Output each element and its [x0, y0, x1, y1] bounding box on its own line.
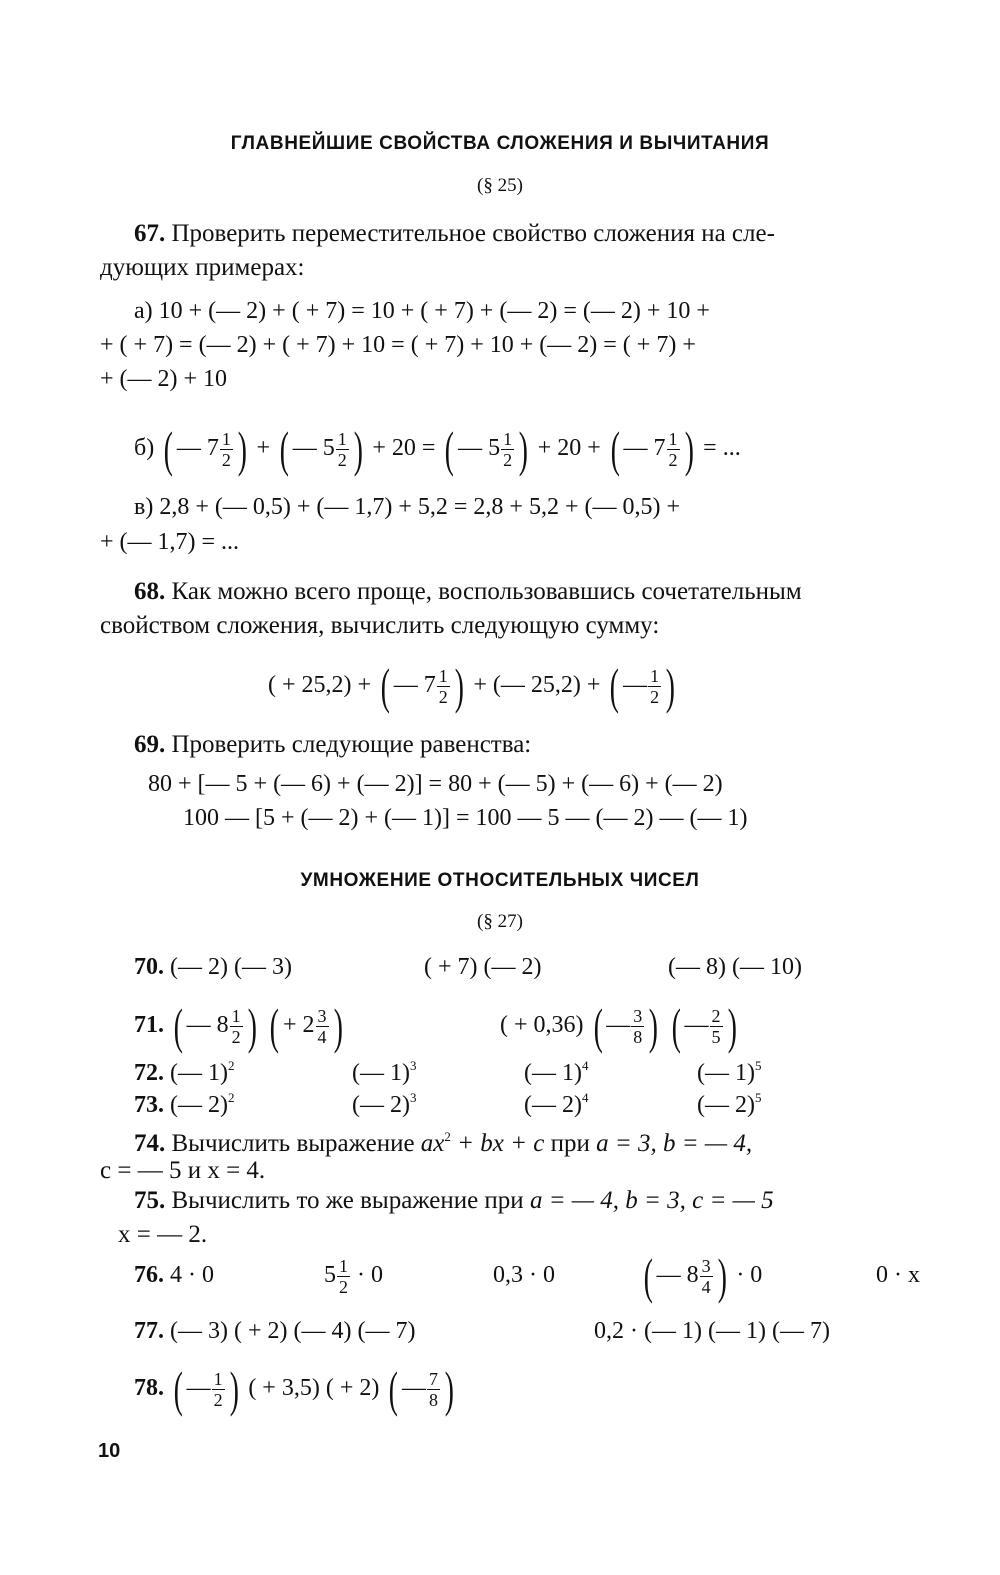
sign: —	[606, 1012, 631, 1038]
section-title-addition: ГЛАВНЕЙШИЕ СВОЙСТВА СЛОЖЕНИЯ И ВЫЧИТАНИЯ	[230, 133, 770, 154]
power-base: (— 1)	[170, 1060, 228, 1086]
problem-number: 74.	[134, 1130, 166, 1157]
problem-77b: 0,2 · (— 1) (— 1) (— 7)	[594, 1318, 830, 1344]
problem-67-line1	[134, 217, 775, 251]
item-label: б)	[134, 435, 155, 461]
sign: —	[684, 1012, 709, 1038]
problem-67b: б) ( — 7 $\frac{1}{2}$ ) + ( — 5 $\frac{1}{2}$ ) + 20 = ( — 5 $\frac{1}{2}$ ) + 20 + ( — 7 $\frac{1}{2}$ ) = ...	[134, 421, 741, 478]
condition: a = 3,	[596, 1130, 657, 1157]
fraction: $\frac{1}{2}$	[438, 665, 448, 707]
expr: ( + 0,36)	[500, 1012, 584, 1038]
problem-number: 70.	[134, 954, 164, 980]
problem-number: 77.	[134, 1318, 164, 1344]
fraction: $\frac{3}{4}$	[317, 1005, 327, 1047]
fraction: $\frac{2}{5}$	[711, 1005, 721, 1047]
operator: +	[256, 435, 271, 461]
problem-77	[134, 1318, 415, 1345]
expr: ( + 3,5) ( + 2)	[248, 1375, 380, 1401]
expr: 4 · 0	[170, 1262, 214, 1288]
sign: —	[623, 672, 648, 698]
term: + (— 25,2) +	[473, 672, 601, 698]
power-base: (— 1)	[352, 1060, 410, 1086]
problem-68-expression: ( + 25,2) + ( — 7 $\frac{1}{2}$ ) + (— 25,2) + ( — $\frac{1}{2}$ )	[268, 658, 676, 715]
mixed-int: — 7	[176, 435, 219, 461]
problem-69-eq1: 80 + [— 5 + (— 6) + (— 2)] = 80 + (— 5) + (— 6) + (— 2)	[148, 771, 723, 797]
section-ref-25: (§ 25)	[477, 175, 523, 196]
power-base: (— 2)	[352, 1092, 410, 1118]
problem-number: 69.	[134, 731, 166, 758]
exponent: 3	[409, 1090, 417, 1105]
problem-69-line1	[134, 728, 531, 762]
mixed-int: — 8	[186, 1012, 229, 1038]
problem-number: 76.	[134, 1262, 164, 1288]
problem-73	[134, 1090, 234, 1119]
mixed-int: — 7	[623, 435, 666, 461]
power-base: (— 2)	[170, 1092, 228, 1118]
mixed-int: 5	[324, 1262, 336, 1288]
fraction: $\frac{1}{2}$	[221, 428, 231, 470]
problem-72d	[697, 1058, 761, 1087]
problem-70	[134, 954, 292, 981]
problem-67a-line2: + ( + 7) = (— 2) + ( + 7) + 10 = ( + 7) + 10 + (— 2) = ( + 7) +	[100, 332, 696, 358]
mixed-int: — 8	[656, 1262, 699, 1288]
expr: (— 3) ( + 2) (— 4) (— 7)	[170, 1318, 416, 1344]
power-base: (— 1)	[524, 1060, 582, 1086]
problem-76c: 0,3 · 0	[493, 1262, 555, 1288]
problem-text: Вычислить выражение	[171, 1130, 415, 1157]
mixed-int: — 5	[292, 435, 335, 461]
exponent: 2	[444, 1129, 451, 1144]
problem-text: Как можно всего проще, воспользовавшись сочетательным	[171, 578, 802, 605]
problem-70c: (— 8) (— 10)	[668, 954, 802, 980]
condition: b = — 4,	[662, 1130, 753, 1157]
problem-text: Проверить следующие равенства:	[171, 731, 532, 758]
problem-67a-line1: а) 10 + (— 2) + ( + 7) = 10 + ( + 7) + (— 2) = (— 2) + 10 +	[134, 298, 710, 324]
problem-text: Вычислить то же выражение при	[171, 1187, 524, 1214]
problem-text: при	[550, 1130, 590, 1157]
mixed-int: — 7	[393, 672, 436, 698]
problem-72c	[524, 1058, 588, 1087]
fraction: $\frac{1}{2}$	[213, 1368, 223, 1410]
problem-78: 78. ( — $\frac{1}{2}$ ) ( + 3,5) ( + 2) ( — $\frac{7}{8}$ )	[134, 1361, 454, 1418]
problem-number: 67.	[134, 220, 166, 247]
fraction: $\frac{3}{8}$	[633, 1005, 643, 1047]
fraction: $\frac{1}{2}$	[339, 1255, 348, 1297]
fraction: $\frac{7}{8}$	[429, 1368, 439, 1410]
problem-76	[134, 1245, 214, 1305]
section-ref-27: (§ 27)	[477, 911, 523, 932]
problem-number: 73.	[134, 1092, 164, 1118]
problem-71: 71. ( — 8 $\frac{1}{2}$ ) ( + 2 $\frac{3}{4}$ )	[134, 998, 343, 1055]
problem-69-eq2: 100 — [5 + (— 2) + (— 1)] = 100 — 5 — (— 2) — (— 1)	[183, 805, 748, 831]
problem-73b	[352, 1090, 416, 1119]
problem-68-line1	[134, 575, 802, 609]
power-base: (— 2)	[697, 1092, 755, 1118]
expression: + bx + c	[450, 1130, 545, 1157]
problem-number: 68.	[134, 578, 166, 605]
term: ( + 25,2) +	[268, 672, 372, 698]
exponent: 4	[581, 1090, 589, 1105]
problem-67v-line1: в) 2,8 + (— 0,5) + (— 1,7) + 5,2 = 2,8 + 5,2 + (— 0,5) +	[134, 494, 681, 520]
mixed-int: + 2	[282, 1012, 315, 1038]
exponent: 5	[754, 1090, 762, 1105]
expression: ax	[420, 1130, 445, 1157]
problem-number: 78.	[134, 1375, 164, 1401]
sign: —	[402, 1375, 427, 1401]
expr: · 0	[357, 1262, 383, 1288]
problem-number: 71.	[134, 1012, 164, 1038]
sign: —	[186, 1375, 211, 1401]
problem-72	[134, 1058, 234, 1087]
problem-73c	[524, 1090, 588, 1119]
section-title-multiplication: УМНОЖЕНИЕ ОТНОСИТЕЛЬНЫХ ЧИСЕЛ	[300, 870, 700, 891]
exponent: 4	[581, 1058, 589, 1073]
fraction: $\frac{1}{2}$	[337, 428, 347, 470]
power-base: (— 2)	[524, 1092, 582, 1118]
expr: (— 2) (— 3)	[170, 954, 292, 980]
problem-75-line1	[134, 1184, 774, 1218]
expr: · 0	[736, 1262, 763, 1288]
problem-number: 75.	[134, 1187, 166, 1214]
mixed-int: — 5	[458, 435, 501, 461]
fraction: $\frac{3}{4}$	[701, 1255, 711, 1297]
problem-74-line2: c = — 5 и x = 4.	[100, 1157, 266, 1184]
problem-76e: 0 · x	[876, 1262, 920, 1288]
problem-67a-line3: + (— 2) + 10	[100, 366, 228, 392]
problem-73d	[697, 1090, 761, 1119]
fraction: $\frac{1}{2}$	[503, 428, 513, 470]
problem-68-line2: свойством сложения, вычислить следующую сумму:	[100, 612, 660, 639]
fraction: $\frac{1}{2}$	[668, 428, 678, 470]
problem-71-right: ( + 0,36) ( — $\frac{3}{8}$ ) ( — $\frac{2}{5}$ )	[500, 998, 737, 1055]
fraction: $\frac{1}{2}$	[650, 665, 660, 707]
problem-76d: ( — 8 $\frac{3}{4}$ ) · 0	[643, 1248, 763, 1305]
problem-text: Проверить переместительное свойство сложения на сле-	[171, 220, 775, 247]
problem-number: 72.	[134, 1060, 164, 1086]
problem-70b: ( + 7) (— 2)	[424, 954, 542, 980]
problem-67-line2: дующих примерах:	[100, 254, 305, 281]
operator: = ...	[703, 435, 741, 461]
problem-67v-line2: + (— 1,7) = ...	[100, 529, 240, 555]
operator: + 20 =	[372, 435, 436, 461]
exponent: 5	[754, 1058, 762, 1073]
exponent: 3	[409, 1058, 417, 1073]
condition: a = — 4, b = 3, c = — 5	[529, 1187, 774, 1214]
problem-76b	[324, 1245, 383, 1305]
power-base: (— 1)	[697, 1060, 755, 1086]
problem-75-line2: x = — 2.	[118, 1221, 208, 1248]
exponent: 2	[227, 1058, 235, 1073]
fraction: $\frac{1}{2}$	[231, 1005, 241, 1047]
problem-72b	[352, 1058, 416, 1087]
page-number: 10	[98, 1440, 121, 1462]
exponent: 2	[227, 1090, 235, 1105]
operator: + 20 +	[537, 435, 601, 461]
